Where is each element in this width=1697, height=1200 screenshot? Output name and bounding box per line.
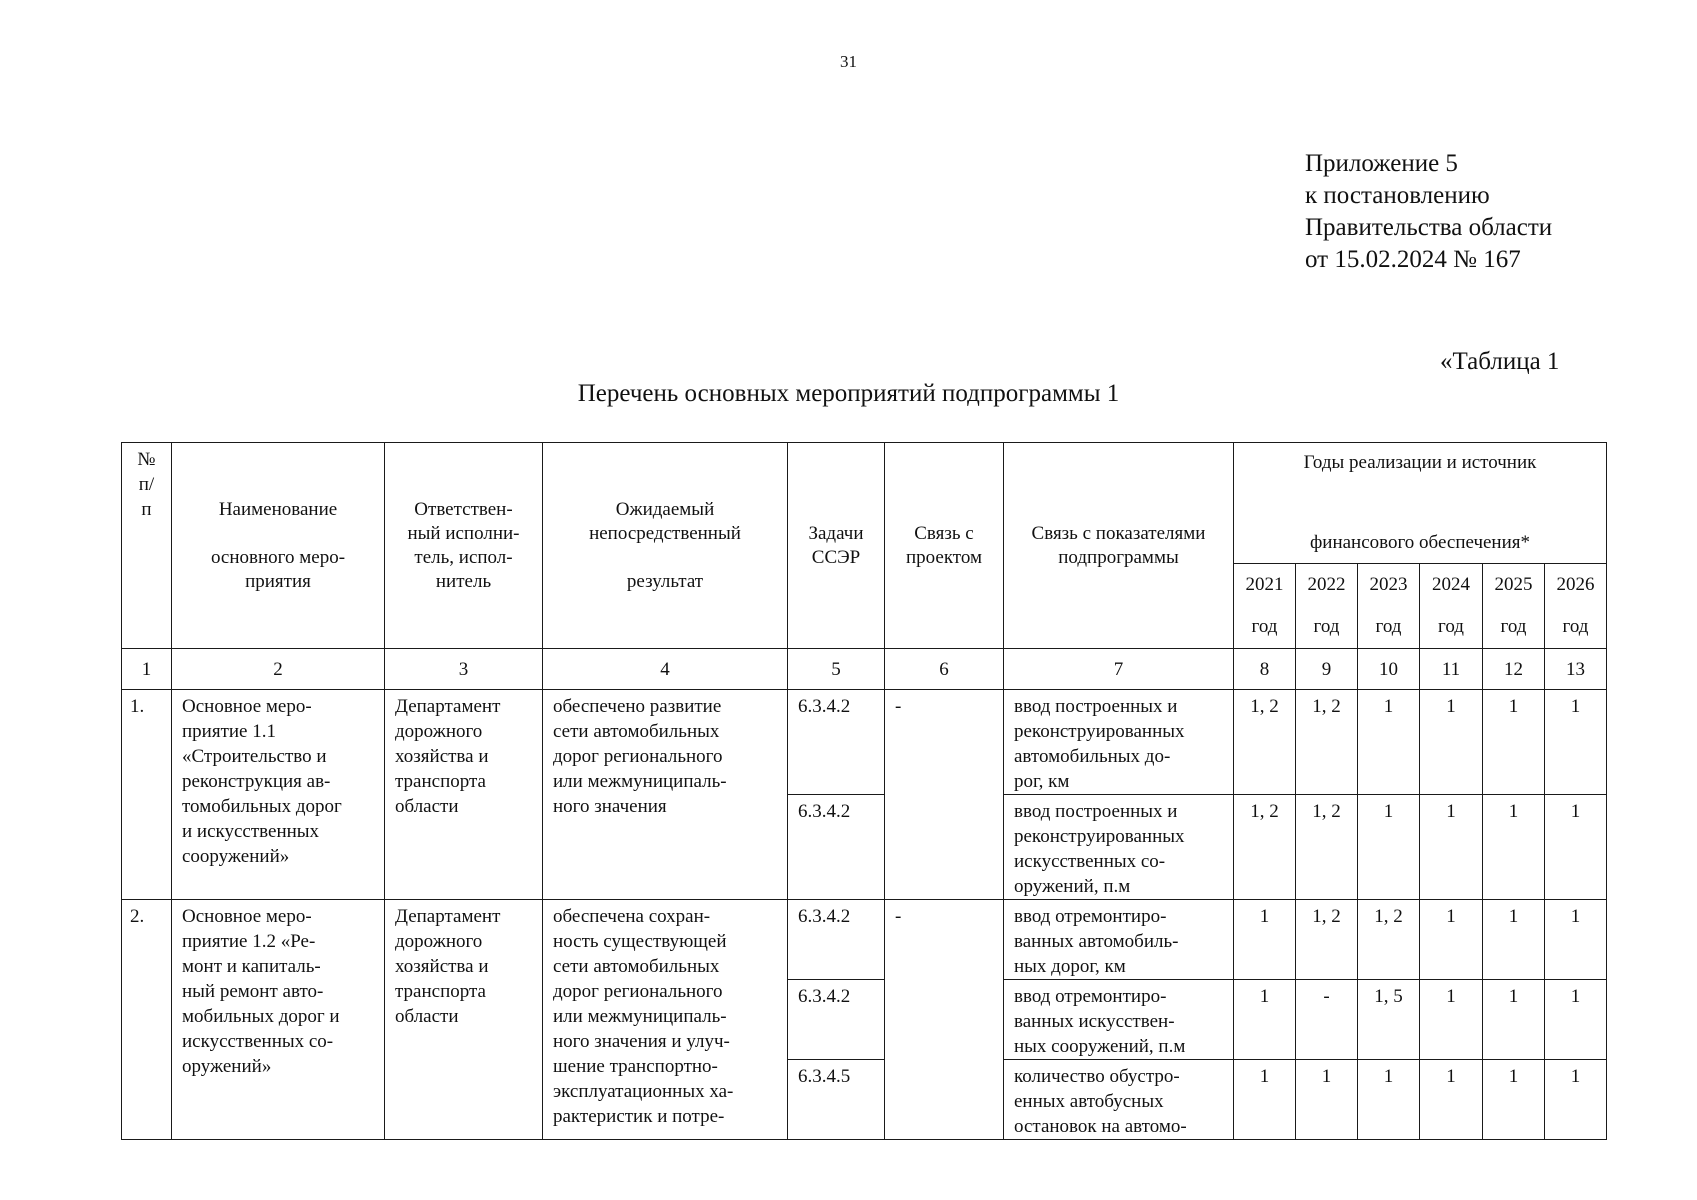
task-code: 6.3.4.2	[788, 980, 885, 1060]
project-link: -	[885, 900, 1004, 1140]
year-value: 1	[1545, 980, 1607, 1060]
column-number: 8	[1234, 649, 1296, 690]
appendix-block	[1305, 148, 1552, 276]
indicator: ввод отремонтиро- ванных автомобиль- ных дорог, км	[1004, 900, 1234, 980]
project-link: -	[885, 690, 1004, 900]
year-value: 1, 5	[1358, 980, 1420, 1060]
header-no: № п/ п	[122, 443, 172, 649]
year-value: 1	[1420, 1060, 1483, 1140]
header-result: Ожидаемый непосредственный результат	[543, 443, 788, 649]
year-value: 1, 2	[1296, 900, 1358, 980]
executor: Департамент дорожного хозяйства и транспорта области	[385, 900, 543, 1140]
row-number: 2.	[122, 900, 172, 1140]
year-value: 1	[1420, 795, 1483, 900]
table-label: «Таблица 1	[1440, 348, 1560, 375]
table-row	[122, 690, 1607, 795]
column-number: 9	[1296, 649, 1358, 690]
year-value: -	[1296, 980, 1358, 1060]
indicator: ввод построенных и реконструированных искусственных со- оружений, п.м	[1004, 795, 1234, 900]
year-value: 1, 2	[1358, 900, 1420, 980]
measures-table	[121, 442, 1607, 1140]
year-value: 1	[1483, 795, 1545, 900]
column-number: 12	[1483, 649, 1545, 690]
year-value: 1	[1358, 690, 1420, 795]
table-row	[122, 900, 1607, 980]
column-number: 6	[885, 649, 1004, 690]
year-value: 1	[1234, 980, 1296, 1060]
header-years-group: Годы реализации и источник финансового обеспечения*	[1234, 443, 1607, 564]
year-value: 1	[1483, 1060, 1545, 1140]
year-value: 1	[1420, 690, 1483, 795]
year-value: 1	[1234, 900, 1296, 980]
page-number: 31	[840, 52, 857, 71]
column-number: 1	[122, 649, 172, 690]
column-number: 7	[1004, 649, 1234, 690]
header-year: 2021 год	[1234, 564, 1296, 649]
column-number: 4	[543, 649, 788, 690]
task-code: 6.3.4.2	[788, 690, 885, 795]
year-value: 1	[1483, 690, 1545, 795]
header-year: 2023 год	[1358, 564, 1420, 649]
year-value: 1	[1483, 900, 1545, 980]
expected-result: обеспечено развитие сети автомобильных дорог регионального или межмуниципаль- ного значения	[543, 690, 788, 900]
year-value: 1	[1483, 980, 1545, 1060]
column-number: 3	[385, 649, 543, 690]
header-indicators: Связь с показателями подпрограммы	[1004, 443, 1234, 649]
table-title: Перечень основных мероприятий подпрограммы 1	[577, 380, 1120, 407]
year-value: 1	[1358, 795, 1420, 900]
year-value: 1	[1358, 1060, 1420, 1140]
year-value: 1, 2	[1296, 795, 1358, 900]
year-value: 1, 2	[1234, 690, 1296, 795]
measure-name: Основное меро- приятие 1.1 «Строительство и реконструкция ав- томобильных дорог и искусственных сооружений»	[172, 690, 385, 900]
column-number: 11	[1420, 649, 1483, 690]
year-value: 1	[1296, 1060, 1358, 1140]
header-year: 2026 год	[1545, 564, 1607, 649]
measure-name: Основное меро- приятие 1.2 «Ре- монт и капиталь- ный ремонт авто- мобильных дорог и искусственных со- оружений»	[172, 900, 385, 1140]
task-code: 6.3.4.2	[788, 795, 885, 900]
year-value: 1	[1545, 795, 1607, 900]
year-value: 1	[1545, 690, 1607, 795]
header-year: 2022 год	[1296, 564, 1358, 649]
appendix-line: от 15.02.2024 № 167	[1305, 246, 1521, 273]
task-code: 6.3.4.5	[788, 1060, 885, 1140]
column-number: 13	[1545, 649, 1607, 690]
year-value: 1	[1420, 980, 1483, 1060]
indicator: ввод построенных и реконструированных автомобильных до- рог, км	[1004, 690, 1234, 795]
indicator: ввод отремонтиро- ванных искусствен- ных сооружений, п.м	[1004, 980, 1234, 1060]
task-code: 6.3.4.2	[788, 900, 885, 980]
year-value: 1	[1234, 1060, 1296, 1140]
header-name: Наименование основного меро- приятия	[172, 443, 385, 649]
year-value: 1, 2	[1296, 690, 1358, 795]
column-number: 10	[1358, 649, 1420, 690]
year-value: 1, 2	[1234, 795, 1296, 900]
year-value: 1	[1545, 1060, 1607, 1140]
column-number: 2	[172, 649, 385, 690]
appendix-line: Приложение 5	[1305, 150, 1458, 177]
year-value: 1	[1420, 900, 1483, 980]
header-executor: Ответствен- ный исполни- тель, испол- нитель	[385, 443, 543, 649]
header-tasks: Задачи ССЭР	[788, 443, 885, 649]
column-number: 5	[788, 649, 885, 690]
executor: Департамент дорожного хозяйства и транспорта области	[385, 690, 543, 900]
row-number: 1.	[122, 690, 172, 900]
header-year: 2024 год	[1420, 564, 1483, 649]
appendix-line: Правительства области	[1305, 214, 1553, 241]
year-value: 1	[1545, 900, 1607, 980]
header-year: 2025 год	[1483, 564, 1545, 649]
indicator: количество обустро- енных автобусных остановок на автомо-	[1004, 1060, 1234, 1140]
appendix-line: к постановлению	[1305, 182, 1490, 209]
expected-result: обеспечена сохран- ность существующей сети автомобильных дорог регионального или межмуниципаль- ного значения и улуч- шение транспортно- эксплуатационных ха- рактеристик и потре-	[543, 900, 788, 1140]
header-project: Связь с проектом	[885, 443, 1004, 649]
